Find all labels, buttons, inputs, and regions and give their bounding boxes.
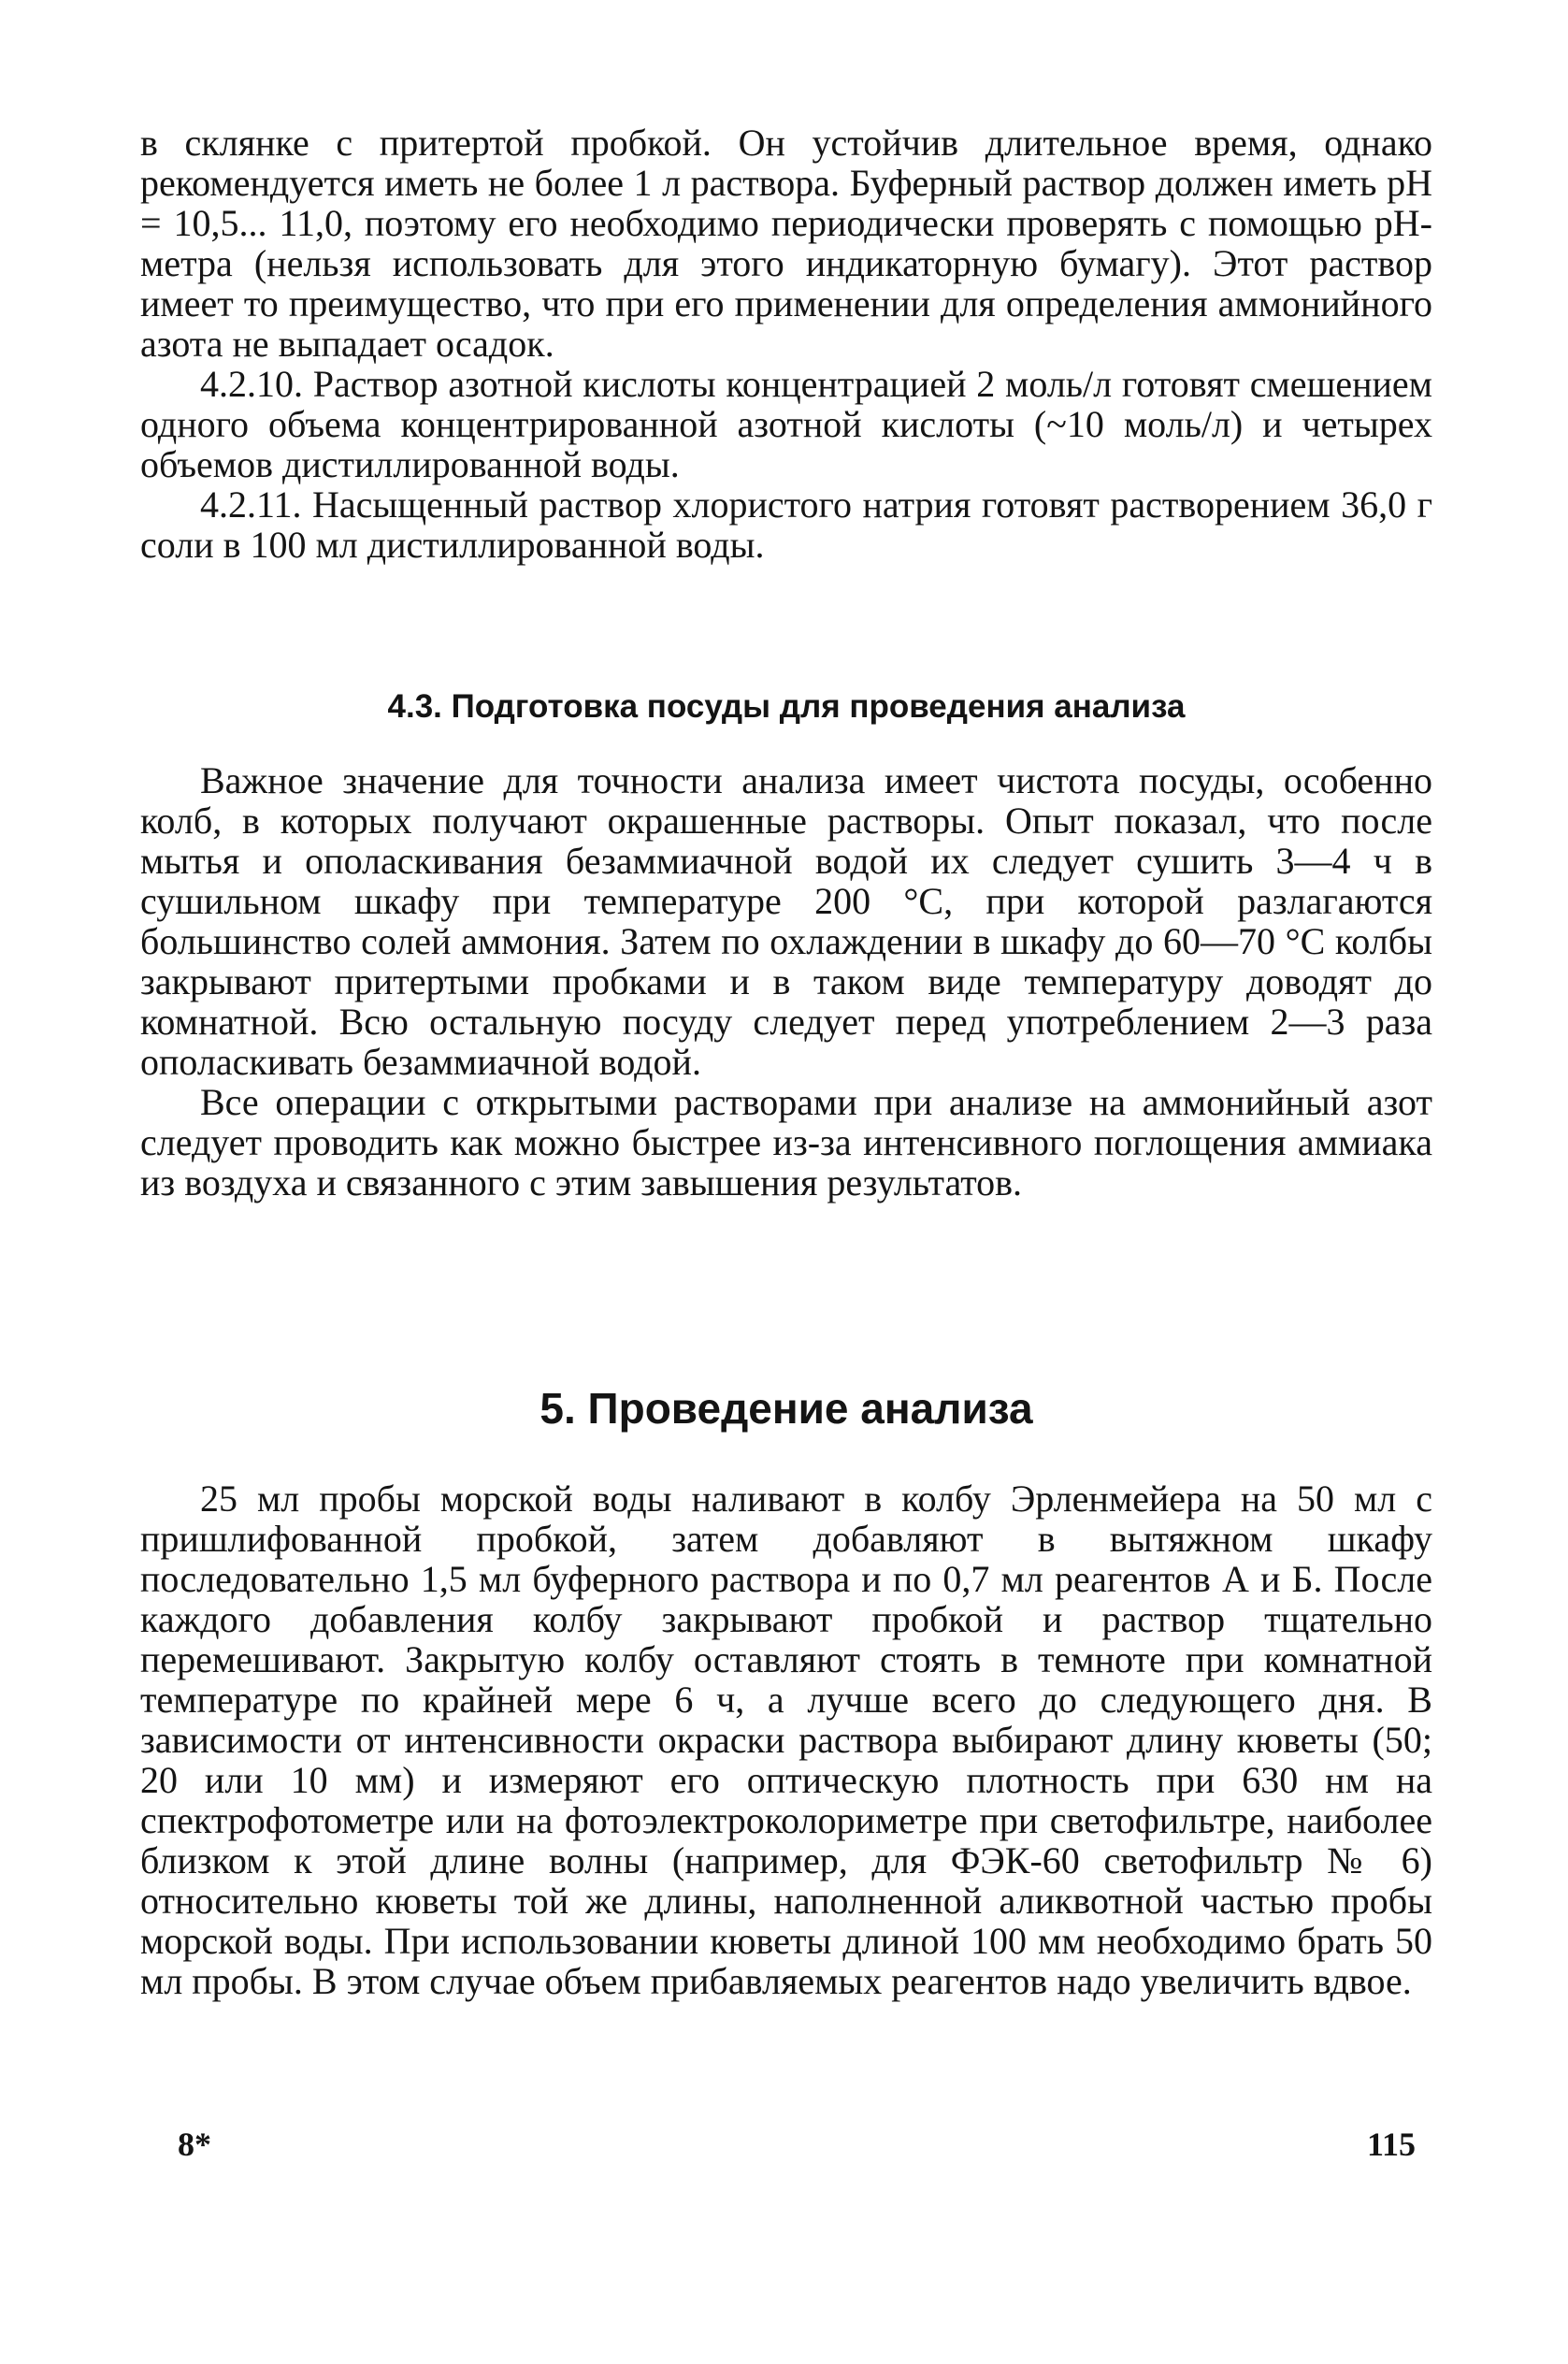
paragraph-analysis-procedure: 25 мл пробы морской воды наливают в колбу Эрленмейера на 50 мл с пришлифованной пробкой, затем добавляют в вытяжном шкафу последовательно 1,5 мл буферного раствора и по 0,7 мл реагентов А и Б. После каждого добавления колбу закрывают пробкой и раствор тщательно перемешивают. Закрытую колбу оставляют стоять в темноте при комнатной температуре по крайней мере 6 ч, а лучше всего до следующего дня. В зависимости от интенсивности окраски раствора выбирают длину кюветы (50; 20 или 10 мм) и измеряют его оптическую плотность при 630 нм на спектрофотометре или на фотоэлектроколориметре при светофильтре, наиболее близком к этой длине волны (например, для ФЭК-60 светофильтр № 6) относительно кюветы той же длины, наполненной аликвотной частью пробы морской воды. При использовании кюветы длиной 100 мм необходимо брать 50 мл пробы. В этом случае объем прибавляемых реагентов надо увеличить вдвое. bbox=[140, 1478, 1432, 2002]
chapter-heading-5: 5. Проведение анализа bbox=[539, 1384, 1033, 1433]
page-number: 115 bbox=[1367, 2126, 1417, 2163]
paragraph-4-2-10: 4.2.10. Раствор азотной кислоты концентрацией 2 моль/л готовят смешением одного объема концентрированной азотной кислоты (~10 моль/л) и четырех объемов дистиллированной воды. bbox=[140, 363, 1432, 485]
paragraph-buffer-solution: в склянке с притертой пробкой. Он устойчив длительное время, однако рекомендуется иметь не более 1 л раствора. Буферный раствор должен иметь рН = 10,5... 11,0, поэтому его необходимо периодически проверять с помощью рН-метра (нельзя использовать для этого индикаторную бумагу). Этот раствор имеет то преимущество, что при его применении для определения аммонийного азота не выпадает осадок. bbox=[140, 122, 1432, 365]
section-4-3-text bbox=[140, 760, 1432, 1203]
continuation-text bbox=[140, 123, 1432, 565]
paragraph-4-2-11: 4.2.11. Насыщенный раствор хлористого натрия готовят растворением 36,0 г соли в 100 мл дистиллированной воды. bbox=[140, 483, 1432, 566]
chapter-5-text bbox=[140, 1478, 1432, 2001]
paragraph-glassware-cleaning: Важное значение для точности анализа имеет чистота посуды, особенно колб, в которых получают окрашенные растворы. Опыт показал, что после мытья и ополаскивания безаммиачной водой их следует сушить 3—4 ч в сушильном шкафу при температуре 200 °С, при которой разлагаются большинство солей аммония. Затем по охлаждении в шкафу до 60—70 °С колбы закрывают притертыми пробками и в таком виде температуру доводят до комнатной. Всю остальную посуду следует перед употреблением 2—3 раза ополаскивать безаммиачной водой. bbox=[140, 759, 1432, 1083]
paragraph-open-solutions: Все операции с открытыми растворами при анализе на аммонийный азот следует проводить как можно быстрее из-за интенсивного поглощения аммиака из воздуха и связанного с этим завышения результатов. bbox=[140, 1081, 1432, 1204]
section-heading-4-3: 4.3. Подготовка посуды для проведения анализа bbox=[387, 688, 1186, 725]
signature-mark: 8* bbox=[178, 2126, 211, 2163]
